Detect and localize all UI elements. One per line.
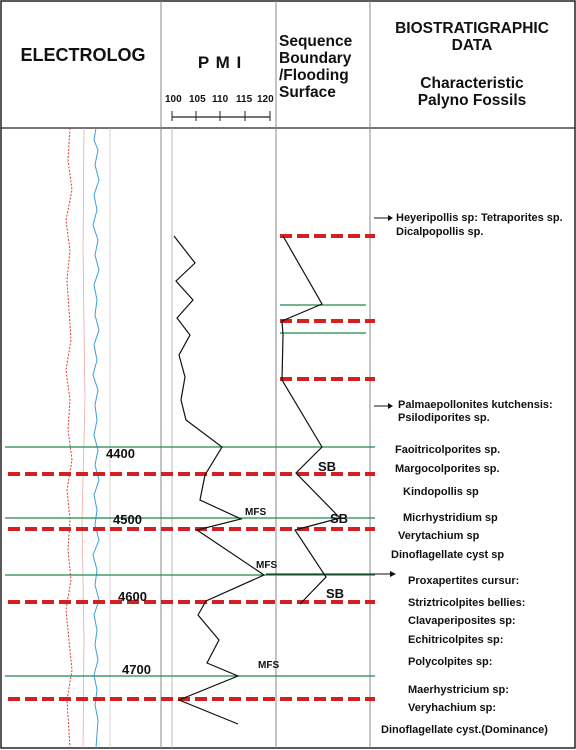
pmi-tick-label: 115 xyxy=(236,94,253,105)
fossil-label: Dinoflagellate cyst sp xyxy=(391,549,505,561)
fossil-label: Striztricolpites bellies: xyxy=(408,597,526,609)
fossil-label: Psilodiporites sp. xyxy=(398,412,490,424)
palyno-header xyxy=(372,75,572,109)
fossil-label: Dinoflagellate cyst.(Dominance) xyxy=(381,724,548,736)
palyno-header-line: Palyno Fossils xyxy=(417,92,527,110)
electrolog-red-curve xyxy=(66,128,72,748)
biostrat-header-line: DATA xyxy=(451,37,493,55)
electrolog-blue-curve xyxy=(93,128,99,748)
sequence-header-line: Sequence xyxy=(279,33,353,50)
fossil-label: Heyeripollis sp: Tetraporites sp. xyxy=(396,212,563,224)
fossil-label: Kindopollis sp xyxy=(403,486,479,498)
pmi-header: P M I xyxy=(197,53,243,72)
depth-label: 4500 xyxy=(113,512,142,527)
electrolog-header: ELECTROLOG xyxy=(20,45,146,65)
arrow-head xyxy=(388,403,393,409)
fossil-label: Proxapertites cursur: xyxy=(408,575,520,587)
pmi-tick-label: 120 xyxy=(257,94,274,105)
mfs-label: MFS xyxy=(258,660,280,671)
sequence-header-line: Boundary xyxy=(279,50,352,68)
pmi-tick-label: 110 xyxy=(212,94,229,105)
fossil-label: Margocolporites sp. xyxy=(395,463,500,475)
palyno-header-line: Characteristic xyxy=(420,75,524,92)
sb-label: SB xyxy=(318,459,337,474)
mfs-label: MFS xyxy=(256,560,278,571)
sequence-curve xyxy=(282,236,340,604)
pmi-tick-label: 100 xyxy=(165,94,182,105)
sequence-header xyxy=(279,33,369,101)
depth-label: 4700 xyxy=(122,662,151,677)
arrow-head xyxy=(388,215,393,221)
sb-label: SB xyxy=(330,511,349,526)
fossil-label: Faoitricolporites sp. xyxy=(395,444,501,456)
electrolog-red-curve-2 xyxy=(82,128,85,748)
fossil-label: Dicalpopollis sp. xyxy=(396,226,484,238)
pmi-tick-label: 105 xyxy=(189,94,206,105)
mfs-label: MFS xyxy=(245,507,267,518)
sequence-header-line: Surface xyxy=(279,84,336,102)
arrow-head xyxy=(390,571,396,577)
depth-label: 4400 xyxy=(106,446,135,461)
sequence-header-line: /Flooding xyxy=(279,67,349,85)
fossil-label: Verytachium sp xyxy=(398,530,480,542)
depth-label: 4600 xyxy=(118,589,147,604)
biostrat-header xyxy=(372,20,572,54)
sb-label: SB xyxy=(326,586,345,601)
fossil-label: Clavaperiposites sp: xyxy=(408,615,516,627)
fossil-label: Micrhystridium sp xyxy=(403,512,498,524)
fossil-label: Veryhachium sp: xyxy=(408,702,497,714)
biostrat-header-line: BIOSTRATIGRAPHIC xyxy=(395,20,549,37)
fossil-label: Polycolpites sp: xyxy=(408,656,493,668)
fossil-label: Palmaepollonites kutchensis: xyxy=(398,399,553,411)
fossil-label: Maerhystricium sp: xyxy=(408,684,509,696)
fossil-label: Echitricolpites sp: xyxy=(408,634,504,646)
